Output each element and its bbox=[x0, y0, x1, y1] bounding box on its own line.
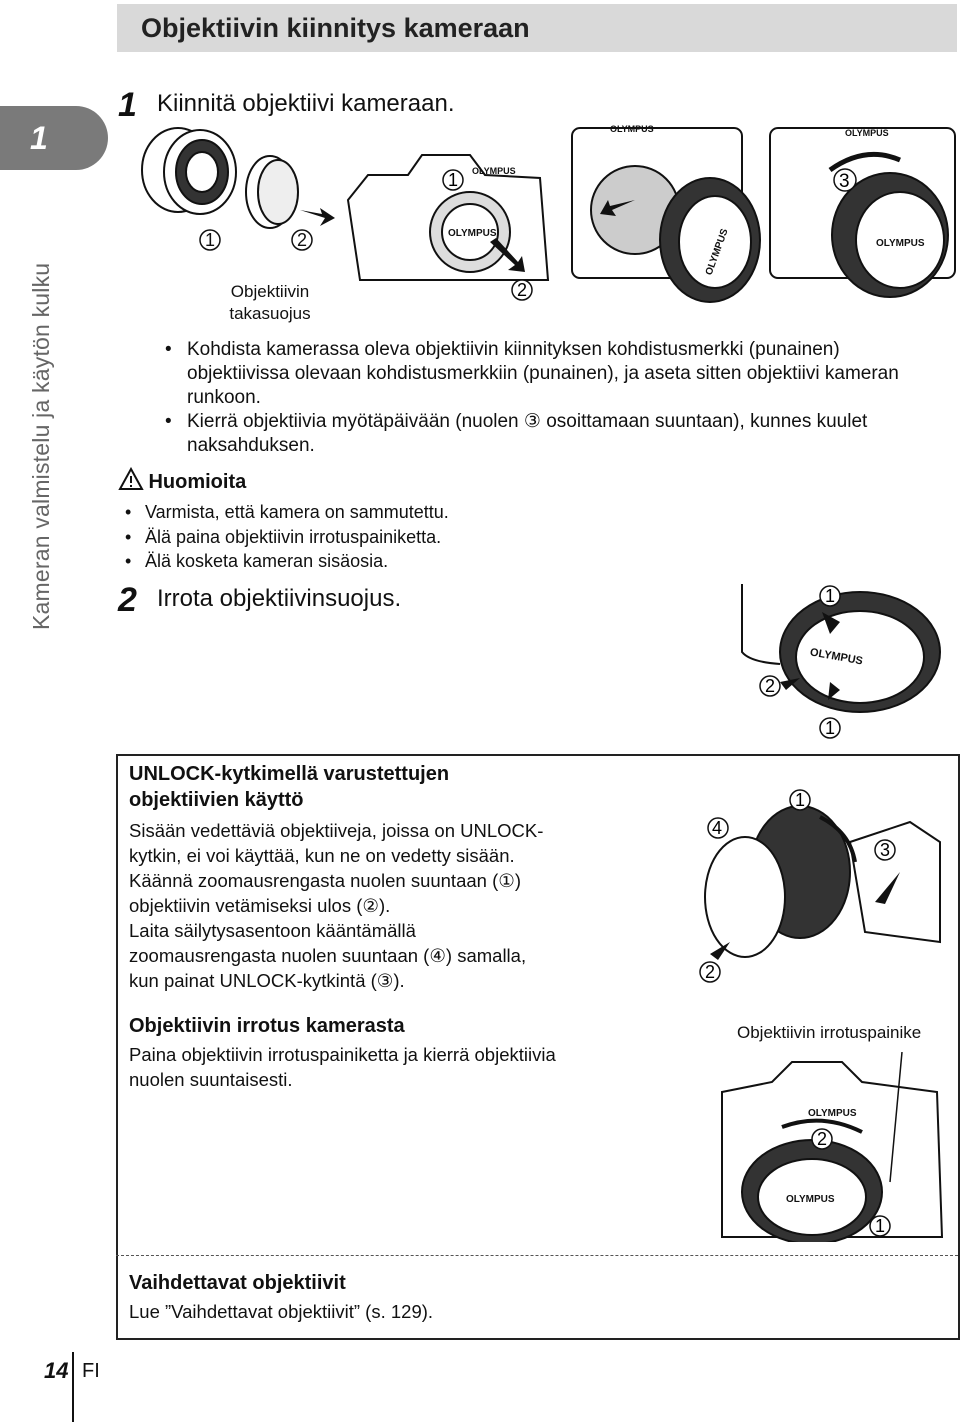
footer-divider bbox=[72, 1352, 74, 1422]
svg-text:OLYMPUS: OLYMPUS bbox=[448, 228, 497, 239]
step2-title: Irrota objektiivinsuojus. bbox=[157, 585, 402, 612]
step-number: 1 bbox=[118, 86, 137, 124]
language-code: FI bbox=[82, 1360, 100, 1382]
divider bbox=[116, 1255, 958, 1256]
svg-text:OLYMPUS: OLYMPUS bbox=[610, 124, 654, 134]
chapter-number: 1 bbox=[30, 120, 48, 156]
page-number: 14 bbox=[44, 1358, 69, 1383]
svg-text:1: 1 bbox=[875, 1216, 886, 1236]
svg-text:OLYMPUS: OLYMPUS bbox=[845, 128, 889, 138]
svg-text:OLYMPUS: OLYMPUS bbox=[876, 238, 925, 249]
unlock-title: UNLOCK-kytkimellä varustettujen objektiivien käyttö bbox=[129, 763, 450, 811]
step-number-2: 2 bbox=[118, 581, 137, 619]
svg-text:1: 1 bbox=[448, 170, 459, 190]
lens-drawing bbox=[142, 128, 236, 214]
svg-text:OLYMPUS: OLYMPUS bbox=[703, 227, 731, 277]
svg-text:1: 1 bbox=[825, 718, 836, 738]
unlock-text: Sisään vedettäviä objektiiveja, joissa on UNLOCK- kytkin, ei voi käyttää, kun ne on vedetty sisään. Käännä zoomausrengasta nuolen suuntaan (①) objektiivin vetämiseksi ulos (②). Laita säilytysasentoon kääntämällä zoomausrengasta nuolen suuntaan (④) samalla, kun painat UNLOCK-kytkintä (③). bbox=[129, 820, 544, 991]
step-title: Kiinnitä objektiivi kameraan. bbox=[157, 90, 455, 117]
svg-text:2: 2 bbox=[765, 676, 776, 696]
rear-cap-drawing bbox=[246, 156, 298, 228]
remove-text: Paina objektiivin irrotuspainiketta ja kierrä objektiivia nuolen suuntaisesti. bbox=[129, 1044, 556, 1090]
step1-bullets: • Kohdista kamerassa oleva objektiivin kiinnityksen kohdistusmerkki (punainen) objektiivissa olevaan kohdistusmerkkiin (punainen), ja aseta sitten objektiivi kameran runkoon. • Kierrä objektiivia myötäpäivään (nuolen ③ osoittamaan suuntaan), kunnes kuulet naksahduksen. bbox=[165, 339, 899, 456]
unlock-lens-illustration bbox=[690, 782, 945, 987]
lenses-text: Lue ”Vaihdettavat objektiivit” (s. 129). bbox=[129, 1301, 434, 1322]
caution-heading: Huomioita bbox=[118, 467, 246, 494]
rear-cap-label: Objektiivin takasuojus bbox=[229, 282, 311, 323]
remove-title: Objektiivin irrotus kamerasta bbox=[129, 1015, 405, 1037]
page-title: Objektiivin kiinnitys kameraan bbox=[141, 13, 530, 43]
camera-lens-mount-drawing bbox=[572, 124, 760, 302]
warning-icon bbox=[118, 467, 144, 491]
svg-text:3: 3 bbox=[880, 840, 891, 860]
svg-text:2: 2 bbox=[817, 1129, 828, 1149]
svg-text:4: 4 bbox=[712, 818, 723, 838]
lens-cap-removal-illustration bbox=[740, 582, 958, 742]
caution-list: • Varmista, että kamera on sammutettu. • Älä paina objektiivin irrotuspainiketta. • Älä kosketa kameran sisäosia. bbox=[125, 502, 449, 571]
svg-text:OLYMPUS: OLYMPUS bbox=[786, 1194, 835, 1205]
chapter-title: Kameran valmistelu ja käytön kulku bbox=[28, 262, 54, 630]
chapter-tab bbox=[0, 106, 108, 170]
svg-text:1: 1 bbox=[795, 790, 806, 810]
release-button-label: Objektiivin irrotuspainike bbox=[737, 1023, 922, 1042]
svg-text:OLYMPUS: OLYMPUS bbox=[808, 1108, 857, 1119]
svg-text:OLYMPUS: OLYMPUS bbox=[809, 646, 864, 668]
svg-text:2: 2 bbox=[297, 230, 308, 250]
lenses-title: Vaihdettavat objektiivit bbox=[129, 1272, 346, 1294]
svg-text:2: 2 bbox=[705, 962, 716, 982]
svg-text:3: 3 bbox=[839, 171, 850, 192]
svg-text:1: 1 bbox=[825, 586, 836, 606]
lens-remove-illustration bbox=[712, 1052, 950, 1242]
svg-text:2: 2 bbox=[517, 280, 528, 300]
svg-text:OLYMPUS: OLYMPUS bbox=[472, 166, 516, 176]
section-header bbox=[117, 4, 957, 52]
svg-text:1: 1 bbox=[205, 230, 216, 250]
